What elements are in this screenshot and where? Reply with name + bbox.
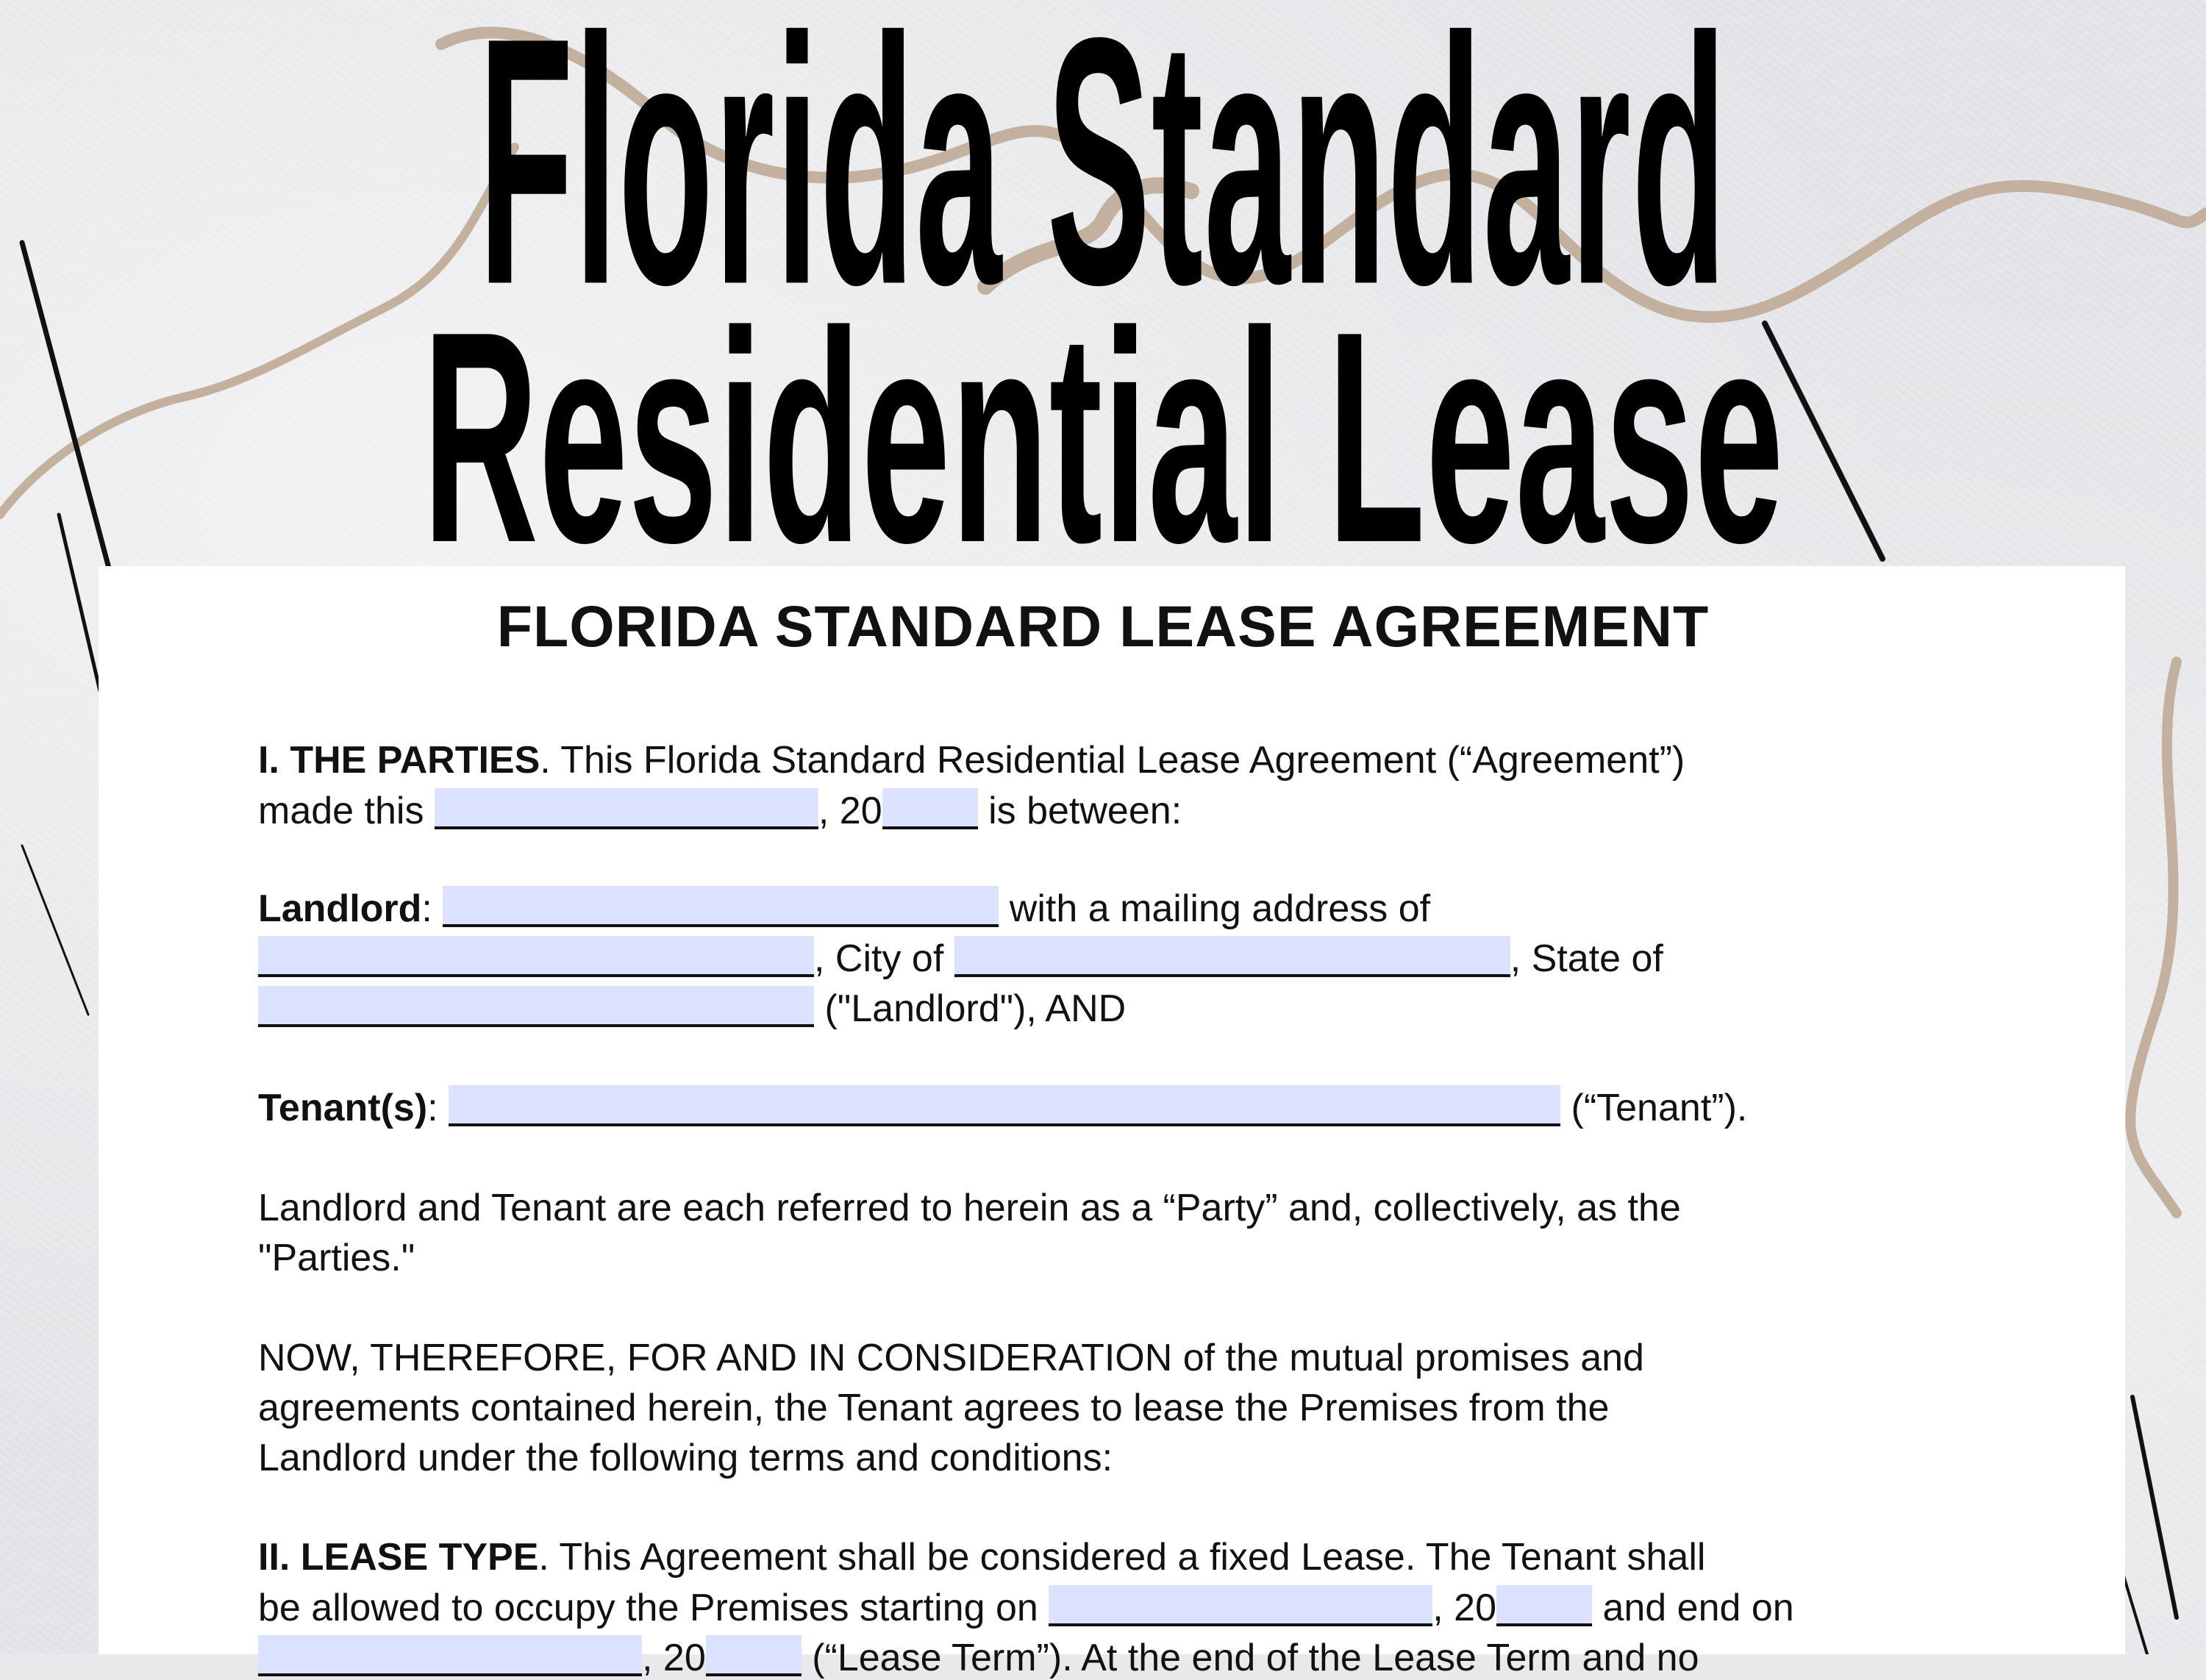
lease-type-text: . This Agreement shall be considered a fixed Lease. The Tenant shall <box>538 1536 1706 1579</box>
landlord-label: Landlord <box>258 887 422 930</box>
black-stroke-left-3 <box>22 846 88 1015</box>
occupy-label: be allowed to occupy the Premises starting on <box>258 1587 1038 1629</box>
landlord-name-field[interactable] <box>443 886 999 927</box>
parties-heading: I. THE PARTIES <box>258 739 540 782</box>
tenant-colon: : <box>427 1087 438 1129</box>
landlord-and-label: ("Landlord"), AND <box>824 987 1127 1030</box>
banner-title-line-1: Florida Standard <box>478 0 1728 358</box>
made-this-label: made this <box>258 790 424 832</box>
agreement-date-field[interactable] <box>435 788 818 829</box>
black-stroke-right-2 <box>2132 1397 2177 1618</box>
lease-start-date-field[interactable] <box>1049 1585 1432 1626</box>
mailing-address-label: with a mailing address of <box>1009 887 1431 930</box>
document-title: FLORIDA STANDARD LEASE AGREEMENT <box>496 593 1710 659</box>
parties-paragraph-line-1 <box>258 738 1685 782</box>
city-of-label: , City of <box>814 937 944 980</box>
end-on-label: and end on <box>1602 1587 1794 1629</box>
consideration-line-3: Landlord under the following terms and conditions: <box>258 1437 1113 1479</box>
referred-line-2: "Parties." <box>258 1237 415 1279</box>
lease-type-line-1 <box>258 1535 1705 1579</box>
agreement-year-field[interactable] <box>882 788 978 829</box>
landlord-state-field[interactable] <box>258 986 814 1027</box>
landlord-address-field[interactable] <box>258 936 814 977</box>
landlord-line-3 <box>258 986 1126 1031</box>
lease-type-heading: II. LEASE TYPE <box>258 1536 539 1579</box>
lease-term-text: (“Lease Term”). At the end of the Lease Term and no <box>812 1637 1699 1679</box>
is-between-label: is between: <box>988 790 1182 832</box>
lease-end-year-field[interactable] <box>706 1635 802 1676</box>
lease-start-year-field[interactable] <box>1496 1585 1592 1626</box>
landlord-colon: : <box>421 887 432 930</box>
lease-end-date-field[interactable] <box>258 1635 642 1676</box>
consideration-line-2: agreements contained herein, the Tenant agrees to lease the Premises from the <box>258 1387 1610 1429</box>
landlord-line-2 <box>258 936 1663 981</box>
end-year-prefix: , 20 <box>642 1637 706 1679</box>
parties-paragraph-line-2 <box>258 788 1182 833</box>
lease-type-line-3 <box>258 1635 1699 1680</box>
start-year-prefix: , 20 <box>1432 1587 1496 1629</box>
referred-line-1: Landlord and Tenant are each referred to herein as a “Party” and, collectively, as the <box>258 1187 1681 1229</box>
landlord-city-field[interactable] <box>954 936 1510 977</box>
landlord-line-1 <box>258 886 1430 931</box>
tenant-label: Tenant(s) <box>258 1087 428 1129</box>
tenant-suffix: (“Tenant”). <box>1571 1087 1748 1129</box>
tenant-name-field[interactable] <box>449 1085 1560 1126</box>
year-prefix: , 20 <box>818 790 882 832</box>
lease-type-line-2 <box>258 1585 1794 1630</box>
beige-swirl-right <box>2130 662 2177 1213</box>
tenant-line <box>258 1085 1747 1130</box>
state-of-label: , State of <box>1510 937 1663 980</box>
parties-text: . This Florida Standard Residential Lease Agreement (“Agreement”) <box>540 739 1685 782</box>
banner-title-line-2: Residential Lease <box>422 268 1784 605</box>
consideration-line-1: NOW, THEREFORE, FOR AND IN CONSIDERATION of the mutual promises and <box>258 1337 1644 1379</box>
